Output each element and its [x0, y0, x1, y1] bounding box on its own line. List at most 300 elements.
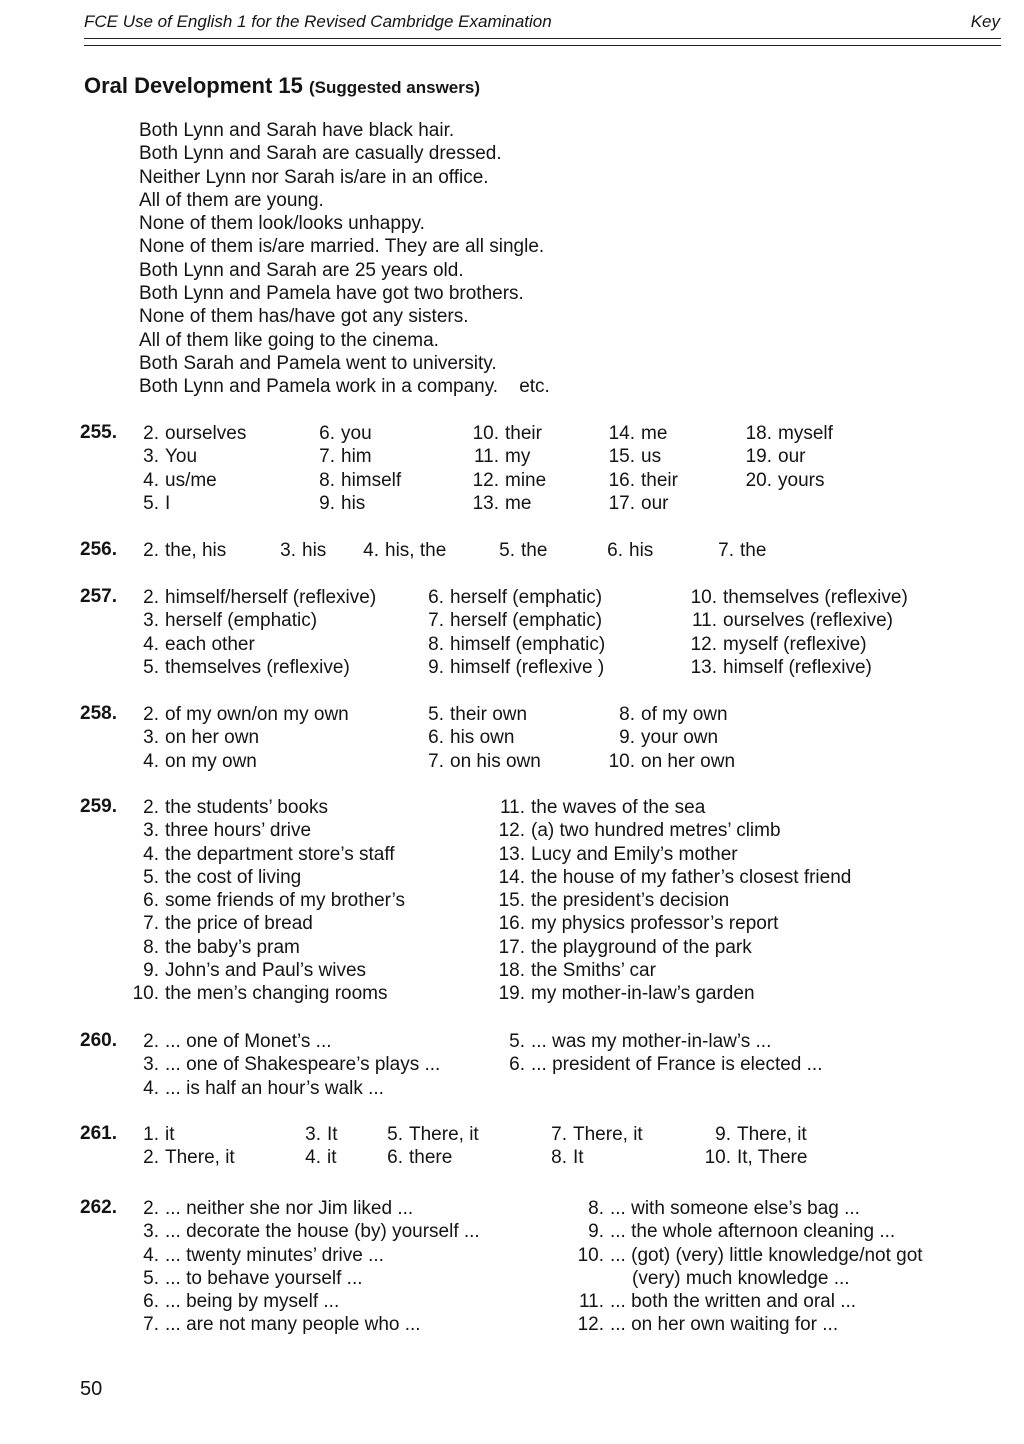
answer-number: 2.	[143, 587, 159, 608]
answer-text: There, it	[737, 1124, 807, 1145]
answer-item	[305, 1123, 338, 1146]
answer-text: themselves (reflexive)	[723, 587, 908, 608]
answer-number: 7.	[319, 446, 335, 468]
answer-text: ... decorate the house (by) yourself ...	[165, 1221, 480, 1243]
answer-text: their own	[450, 704, 528, 725]
answer-item	[428, 609, 605, 632]
answer-item	[498, 866, 852, 889]
answer-item	[143, 656, 376, 679]
answer-item	[690, 656, 908, 679]
answer-item	[143, 445, 246, 468]
intro-line: Both Lynn and Sarah are casually dressed.	[139, 143, 502, 165]
answer-number: 6.	[428, 587, 444, 608]
answer-text: it	[327, 1147, 337, 1169]
answer-item	[498, 843, 851, 866]
answer-text: ... both the written and oral ...	[610, 1291, 857, 1313]
answer-item	[319, 492, 401, 515]
answer-item	[608, 469, 678, 492]
answer-text: herself (emphatic)	[450, 610, 603, 632]
answer-text: your own	[641, 727, 719, 749]
answer-item	[608, 492, 678, 515]
answer-number: 7.	[718, 540, 734, 561]
answer-text: us	[641, 446, 662, 468]
answer-number: 13.	[498, 843, 525, 865]
answer-number: 6.	[143, 890, 159, 912]
answer-number: 18.	[498, 960, 525, 982]
exercise-256-item	[280, 539, 327, 562]
answer-item	[691, 609, 908, 632]
answer-number: 12.	[472, 469, 499, 491]
oral-development-answers	[139, 119, 550, 399]
answer-number: 9.	[619, 727, 635, 749]
answer-number: 4.	[143, 750, 159, 772]
answer-text: themselves (reflexive)	[165, 656, 350, 678]
answer-text: It	[327, 1124, 338, 1145]
answer-item	[319, 445, 401, 468]
answer-item	[143, 1220, 480, 1243]
answer-item	[143, 1244, 480, 1267]
exercise-260-col-1	[143, 1030, 441, 1100]
answer-text: You	[165, 446, 198, 468]
answer-number: 20.	[745, 469, 772, 491]
answer-item	[143, 1146, 235, 1169]
answer-number: 8.	[143, 936, 159, 958]
exercise-262-number: 262.	[80, 1197, 117, 1218]
answer-item	[745, 422, 833, 445]
answer-number: 8.	[428, 633, 444, 655]
exercise-259-col-2	[498, 796, 852, 1006]
intro-line: Neither Lynn nor Sarah is/are in an office.	[139, 166, 489, 188]
exercise-258-col-2	[428, 703, 541, 773]
answer-number: 17.	[498, 936, 525, 958]
answer-item	[143, 1053, 441, 1076]
exercise-261-col-3	[387, 1123, 479, 1170]
answer-item	[690, 586, 908, 609]
answer-text: ... being by myself ...	[165, 1291, 340, 1313]
answer-item	[619, 726, 735, 749]
answer-text: on her own	[165, 727, 260, 749]
answer-text: me	[641, 423, 668, 444]
intro-line: Both Lynn and Sarah have black hair.	[139, 120, 455, 141]
answer-number: 19.	[498, 983, 525, 1005]
exercise-261-col-4	[551, 1123, 643, 1170]
exercise-256-item	[143, 539, 227, 562]
answer-number: 2.	[143, 1031, 159, 1052]
answer-number: 3.	[143, 1054, 159, 1076]
answer-item	[577, 1313, 923, 1336]
page-title-sub: (Suggested answers)	[309, 78, 480, 97]
answer-item	[498, 912, 851, 935]
answer-item	[143, 1313, 480, 1336]
answer-item	[319, 469, 402, 492]
answer-text: each other	[165, 633, 255, 655]
answer-number: 7.	[551, 1124, 567, 1145]
answer-number: 5.	[143, 1267, 159, 1289]
answer-number: 4.	[143, 469, 159, 491]
exercise-255-col-3	[472, 422, 547, 515]
answer-item	[472, 422, 546, 445]
answer-number: 4.	[363, 540, 379, 561]
answer-text: myself	[778, 423, 833, 444]
answer-text: his, the	[385, 540, 447, 561]
answer-text: There, it	[165, 1147, 235, 1169]
exercise-261-number: 261.	[80, 1123, 117, 1144]
answer-number: 2.	[143, 1198, 159, 1219]
answer-text: ... one of Monet’s ...	[165, 1031, 332, 1052]
answer-number: 8.	[319, 469, 335, 491]
exercise-261-col-2	[305, 1123, 338, 1170]
answer-item	[428, 586, 605, 609]
answer-number: 8.	[588, 1198, 604, 1219]
answer-number: 4.	[305, 1147, 321, 1169]
answer-text: him	[341, 446, 372, 468]
answer-item	[143, 843, 405, 866]
answer-number: 10.	[577, 1244, 604, 1266]
answer-text: us/me	[165, 469, 217, 491]
answer-text: the students’ books	[165, 797, 329, 818]
answer-number: 11.	[473, 446, 499, 468]
answer-number: 4.	[143, 1244, 159, 1266]
answer-number: 4.	[143, 633, 159, 655]
intro-line: None of them look/looks unhappy.	[139, 213, 425, 235]
answer-item	[143, 469, 246, 492]
answer-text: the	[740, 540, 767, 561]
exercise-258-col-3	[608, 703, 736, 773]
exercise-259-number: 259.	[80, 796, 117, 817]
intro-line: All of them like going to the cinema.	[139, 329, 439, 351]
answer-text: on his own	[450, 750, 541, 772]
answer-item	[143, 1267, 480, 1290]
answer-text: the, his	[165, 540, 227, 561]
answer-item	[551, 1123, 643, 1146]
answer-item	[577, 1244, 923, 1267]
exercise-255-number: 255.	[80, 422, 117, 443]
answer-text: his	[341, 492, 366, 514]
answer-item	[498, 819, 851, 842]
answer-item	[498, 936, 851, 959]
intro-line: None of them has/have got any sisters.	[139, 306, 469, 328]
answer-number: 18.	[745, 423, 772, 444]
page-number: 50	[80, 1378, 103, 1400]
answer-number: 3.	[143, 610, 159, 632]
answer-number: 9.	[428, 656, 444, 678]
answer-number: 2.	[143, 540, 159, 561]
answer-text: It	[573, 1147, 584, 1169]
answer-text: (a) two hundred metres’ climb	[531, 820, 781, 842]
answer-text: his own	[450, 727, 515, 749]
intro-line: Both Lynn and Sarah are 25 years old.	[139, 259, 464, 281]
intro-line: Both Lynn and Pamela work in a company. etc.	[139, 376, 550, 398]
answer-text: It, There	[737, 1147, 808, 1169]
answer-number: 12.	[690, 633, 717, 655]
exercise-260-col-2	[509, 1030, 823, 1077]
answer-number: 3.	[143, 727, 159, 749]
answer-number: 11.	[578, 1291, 604, 1313]
answer-text: ... twenty minutes’ drive ...	[165, 1244, 384, 1266]
answer-text: you	[341, 423, 372, 444]
answer-text: their	[505, 423, 542, 444]
answer-text: himself (emphatic)	[450, 633, 606, 655]
answer-item	[143, 492, 246, 515]
exercise-256-item	[363, 539, 447, 562]
answer-number: 2.	[143, 797, 159, 818]
answer-item	[143, 912, 405, 935]
answer-text: my	[505, 446, 531, 468]
answer-text: it	[165, 1124, 175, 1145]
answer-number: 7.	[428, 750, 444, 772]
exercise-262-col-2	[577, 1197, 923, 1337]
exercise-258-number: 258.	[80, 703, 117, 724]
answer-text: the cost of living	[165, 866, 302, 888]
answer-text: the Smiths’ car	[531, 960, 656, 982]
answer-item	[143, 1197, 480, 1220]
answer-item	[143, 750, 349, 773]
answer-number: 10.	[704, 1147, 731, 1169]
answer-number: 11.	[691, 610, 717, 632]
answer-number: 10.	[472, 423, 499, 444]
answer-item	[428, 703, 541, 726]
answer-number: 9.	[715, 1124, 731, 1145]
running-header	[84, 12, 1000, 36]
answer-item	[472, 469, 547, 492]
answer-text: the baby’s pram	[165, 936, 300, 958]
answer-text: his	[302, 540, 327, 561]
answer-number: 7.	[143, 913, 159, 935]
answer-number: 8.	[619, 704, 635, 725]
answer-number: 3.	[143, 820, 159, 842]
answer-text: ... to behave yourself ...	[165, 1267, 363, 1289]
exercise-262-col-1	[143, 1197, 480, 1337]
answer-item	[143, 609, 376, 632]
answer-item	[551, 1146, 643, 1169]
answer-text: there	[409, 1147, 453, 1169]
answer-item	[472, 492, 546, 515]
answer-item	[608, 422, 678, 445]
answer-number: 6.	[143, 1291, 159, 1313]
answer-item	[143, 703, 349, 726]
answer-number: 3.	[305, 1124, 321, 1145]
answer-number: 17.	[608, 492, 635, 514]
answer-number: 12.	[498, 820, 525, 842]
answer-item	[143, 1290, 480, 1313]
answer-number: 5.	[499, 540, 515, 561]
exercise-261-col-1	[143, 1123, 235, 1170]
answer-number: 10.	[132, 983, 159, 1005]
answer-item	[428, 726, 541, 749]
answer-text: the house of my father’s closest friend	[531, 866, 852, 888]
answer-number: 9.	[588, 1221, 604, 1243]
answer-continuation: (very) much knowledge ...	[632, 1267, 850, 1289]
intro-line: All of them are young.	[139, 189, 324, 211]
answer-text: Lucy and Emily’s mother	[531, 843, 738, 865]
answer-text: I	[165, 492, 171, 514]
answer-number: 9.	[319, 492, 335, 514]
exercise-257-col-3	[690, 586, 908, 679]
answer-text: ... was my mother-in-law’s ...	[531, 1031, 772, 1052]
answer-text: yours	[778, 469, 825, 491]
answer-text: himself/herself (reflexive)	[165, 587, 377, 608]
answer-text: our	[778, 446, 806, 468]
answer-item	[305, 1146, 338, 1169]
exercise-257-col-2	[428, 586, 606, 679]
answer-text: their	[641, 469, 678, 491]
answer-item	[498, 982, 851, 1005]
answer-item	[132, 982, 405, 1005]
exercise-258-col-1	[143, 703, 349, 773]
answer-text: my mother-in-law’s garden	[531, 983, 755, 1005]
answer-text: our	[641, 492, 669, 514]
intro-line: None of them is/are married. They are all single.	[139, 236, 545, 258]
intro-line: Both Sarah and Pamela went to university.	[139, 352, 497, 374]
answer-number: 6.	[607, 540, 623, 561]
answer-text: ... the whole afternoon cleaning ...	[610, 1221, 896, 1243]
answer-text: himself (reflexive )	[450, 656, 605, 678]
answer-text: the men’s changing rooms	[165, 983, 388, 1005]
page-title-main: Oral Development 15	[84, 73, 303, 98]
answer-text: herself (emphatic)	[450, 587, 603, 608]
answer-item	[745, 469, 833, 492]
exercise-255-col-4	[608, 422, 678, 515]
answer-number: 9.	[143, 960, 159, 982]
answer-item	[509, 1053, 823, 1076]
answer-item	[387, 1123, 479, 1146]
page-title	[84, 73, 480, 99]
answer-number: 14.	[498, 866, 525, 888]
answer-item	[619, 703, 735, 726]
answer-text: me	[505, 492, 532, 514]
answer-item	[319, 422, 401, 445]
answer-number: 15.	[498, 890, 525, 912]
exercise-257-col-1	[143, 586, 377, 679]
answer-item	[608, 750, 736, 773]
answer-number: 6.	[319, 423, 335, 444]
exercise-255-col-5	[745, 422, 833, 492]
answer-text: ... is half an hour’s walk ...	[165, 1077, 384, 1099]
answer-number: 10.	[608, 750, 635, 772]
answer-item	[498, 959, 851, 982]
header-rule-top	[84, 38, 1001, 39]
answer-text: ... president of France is elected ...	[531, 1054, 823, 1076]
answer-text: myself (reflexive)	[723, 633, 867, 655]
answer-item	[143, 889, 406, 912]
answer-number: 3.	[143, 446, 159, 468]
answer-number: 5.	[387, 1124, 403, 1145]
exercise-259-col-1	[132, 796, 406, 1006]
answer-number: 16.	[498, 913, 525, 935]
answer-text: ourselves	[165, 423, 247, 444]
answer-item	[387, 1146, 479, 1169]
answer-text: himself (reflexive)	[723, 656, 872, 678]
answer-number: 14.	[608, 423, 635, 444]
answer-item	[498, 889, 851, 912]
answer-text: the playground of the park	[531, 936, 752, 958]
answer-number: 1.	[143, 1124, 159, 1145]
answer-number: 6.	[509, 1054, 525, 1076]
answer-item	[715, 1123, 807, 1146]
answer-item	[143, 796, 405, 819]
answer-item	[143, 633, 376, 656]
answer-item	[473, 445, 546, 468]
answer-number: 2.	[143, 1147, 159, 1169]
answer-item	[509, 1030, 822, 1053]
answer-text: the	[521, 540, 548, 561]
answer-text: There, it	[573, 1124, 643, 1145]
answer-number: 5.	[143, 656, 159, 678]
answer-item	[499, 796, 851, 819]
answer-number: 6.	[428, 727, 444, 749]
answer-text: the department store’s staff	[165, 843, 395, 865]
answer-number: 3.	[143, 1221, 159, 1243]
intro-line: Both Lynn and Pamela have got two brothers.	[139, 283, 524, 305]
answer-text: ... neither she nor Jim liked ...	[165, 1198, 414, 1219]
exercise-256-item	[718, 539, 767, 562]
answer-item	[428, 633, 606, 656]
answer-item	[143, 819, 405, 842]
answer-item	[428, 750, 541, 773]
answer-item	[143, 726, 349, 749]
answer-number: 13.	[690, 656, 717, 678]
answer-text: my physics professor’s report	[531, 913, 779, 935]
exercise-256-number: 256.	[80, 539, 117, 560]
answer-text: ourselves (reflexive)	[723, 610, 893, 632]
header-rule-bottom	[84, 45, 1001, 46]
answer-item	[608, 445, 678, 468]
answer-text: on her own	[641, 750, 736, 772]
answer-text: ... are not many people who ...	[165, 1314, 421, 1336]
answer-item	[428, 656, 605, 679]
exercise-257-number: 257.	[80, 586, 117, 607]
answer-item	[704, 1146, 808, 1169]
exercise-256-item	[607, 539, 654, 562]
answer-item	[143, 866, 405, 889]
header-section-key: Key	[970, 12, 1000, 31]
answer-item	[143, 422, 247, 445]
answer-text: three hours’ drive	[165, 820, 312, 842]
answer-number: 2.	[143, 423, 159, 444]
answer-text: ... (got) (very) little knowledge/not got	[610, 1244, 923, 1266]
exercise-255-col-1	[143, 422, 247, 515]
answer-number: 8.	[551, 1147, 567, 1169]
answer-number: 19.	[745, 446, 772, 468]
answer-item	[588, 1197, 923, 1220]
answer-number: 5.	[143, 866, 159, 888]
exercise-256-item	[499, 539, 548, 562]
answer-number: 11.	[499, 797, 525, 818]
answer-item	[143, 936, 405, 959]
answer-number: 6.	[387, 1147, 403, 1169]
answer-item	[578, 1290, 923, 1313]
answer-text: the price of bread	[165, 913, 313, 935]
answer-number: 3.	[280, 540, 296, 561]
answer-text: herself (emphatic)	[165, 610, 318, 632]
answer-text: some friends of my brother’s	[165, 890, 406, 912]
answer-item	[143, 1077, 440, 1100]
answer-number: 5.	[509, 1031, 525, 1052]
exercise-255-col-2	[319, 422, 402, 515]
answer-item	[143, 1123, 235, 1146]
answer-text: John’s and Paul’s wives	[165, 960, 367, 982]
answer-text: mine	[505, 469, 547, 491]
answer-number: 15.	[608, 446, 635, 468]
answer-text: ... on her own waiting for ...	[610, 1314, 839, 1336]
answer-text: ... with someone else’s bag ...	[610, 1198, 860, 1219]
answer-number: 5.	[428, 704, 444, 725]
answer-text: of my own/on my own	[165, 704, 349, 725]
answer-item	[588, 1220, 923, 1243]
answer-number: 7.	[143, 1314, 159, 1336]
answer-number: 12.	[577, 1314, 604, 1336]
answer-number: 7.	[428, 610, 444, 632]
